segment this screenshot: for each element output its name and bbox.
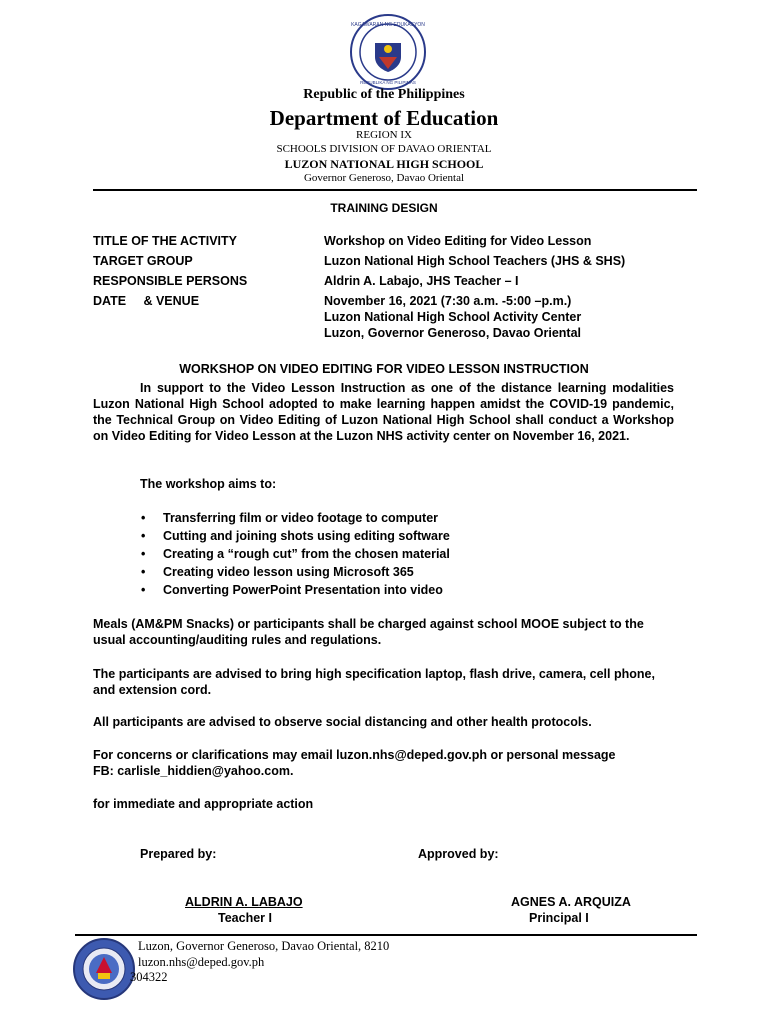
aim-item: • Converting PowerPoint Presentation into video bbox=[93, 581, 450, 599]
venue-line-2: Luzon National High School Activity Center bbox=[324, 310, 582, 324]
detail-label: TARGET GROUP bbox=[93, 254, 193, 268]
bring-paragraph: The participants are advised to bring high specification laptop, flash drive, camera, cell phone, and extension cord. bbox=[93, 667, 655, 697]
detail-value: Aldrin A. Labajo, JHS Teacher – I bbox=[324, 274, 519, 288]
school-address: Governor Generoso, Davao Oriental bbox=[303, 172, 465, 184]
approved-name: AGNES A. ARQUIZA bbox=[511, 895, 631, 909]
detail-value: Workshop on Video Editing for Video Lesson bbox=[324, 234, 592, 248]
svg-text:REPUBLIKA NG PILIPINAS: REPUBLIKA NG PILIPINAS bbox=[360, 80, 416, 85]
detail-label: TITLE OF THE ACTIVITY bbox=[93, 234, 237, 248]
aim-item: • Cutting and joining shots using editing software bbox=[93, 527, 450, 545]
approved-title: Principal I bbox=[529, 911, 589, 925]
aim-item: • Creating a “rough cut” from the chosen material bbox=[93, 545, 450, 563]
detail-label: DATE & VENUE bbox=[93, 294, 200, 308]
approved-by-label: Approved by: bbox=[418, 847, 499, 861]
section-title: WORKSHOP ON VIDEO EDITING FOR VIDEO LESSON INSTRUCTION bbox=[179, 362, 589, 376]
region-label: REGION IX bbox=[356, 129, 412, 141]
prepared-title: Teacher I bbox=[218, 911, 272, 925]
republic-heading: Republic of the Philippines bbox=[303, 87, 465, 102]
svg-text:KAGAWARAN NG EDUKASYON: KAGAWARAN NG EDUKASYON bbox=[351, 22, 425, 28]
aim-item: • Transferring film or video footage to computer bbox=[93, 509, 450, 527]
prepared-by-label: Prepared by: bbox=[140, 847, 217, 861]
footer-email: luzon.nhs@deped.gov.ph bbox=[138, 955, 265, 969]
department-heading: Department of Education bbox=[269, 106, 499, 130]
school-logo bbox=[72, 937, 136, 1001]
school-name: LUZON NATIONAL HIGH SCHOOL bbox=[284, 157, 484, 171]
division-label: SCHOOLS DIVISION OF DAVAO ORIENTAL bbox=[276, 143, 492, 155]
aim-item: • Creating video lesson using Microsoft 365 bbox=[93, 563, 450, 581]
document-type: TRAINING DESIGN bbox=[330, 201, 438, 215]
prepared-name: ALDRIN A. LABAJO bbox=[185, 895, 303, 909]
aims-intro: The workshop aims to: bbox=[140, 477, 277, 491]
header-divider bbox=[93, 189, 697, 191]
deped-seal-logo bbox=[349, 13, 427, 91]
footer-address: Luzon, Governor Generoso, Davao Oriental, 8210 bbox=[138, 939, 390, 953]
action-line: for immediate and appropriate action bbox=[93, 797, 314, 811]
footer-school-id: 304322 bbox=[130, 970, 168, 984]
meals-paragraph: Meals (AM&PM Snacks) or participants shall be charged against school MOOE subject to the usual accounting/auditing rules and regulations. bbox=[93, 617, 644, 647]
aims-list bbox=[93, 509, 450, 599]
detail-value: November 16, 2021 (7:30 a.m. -5:00 –p.m.) bbox=[324, 294, 572, 308]
venue-line-3: Luzon, Governor Generoso, Davao Oriental bbox=[324, 326, 581, 340]
concerns-paragraph: For concerns or clarifications may email luzon.nhs@deped.gov.ph or personal message FB: carlisle_hiddien@yahoo.com. bbox=[93, 748, 616, 778]
detail-label: RESPONSIBLE PERSONS bbox=[93, 274, 248, 288]
detail-value: Luzon National High School Teachers (JHS & SHS) bbox=[324, 254, 626, 268]
distancing-paragraph: All participants are advised to observe social distancing and other health protocols. bbox=[93, 715, 592, 729]
footer-divider bbox=[75, 934, 697, 936]
intro-paragraph: In support to the Video Lesson Instruction as one of the distance learning modalities Luzon National High School adopted to make learning happen amidst the COVID-19 pandemic, the Technical Group on Video Editing of Luzon National High School shall conduct a Workshop on Video Editing for Video Lesson at the Luzon NHS activity center on November 16, 2021. bbox=[93, 381, 674, 443]
